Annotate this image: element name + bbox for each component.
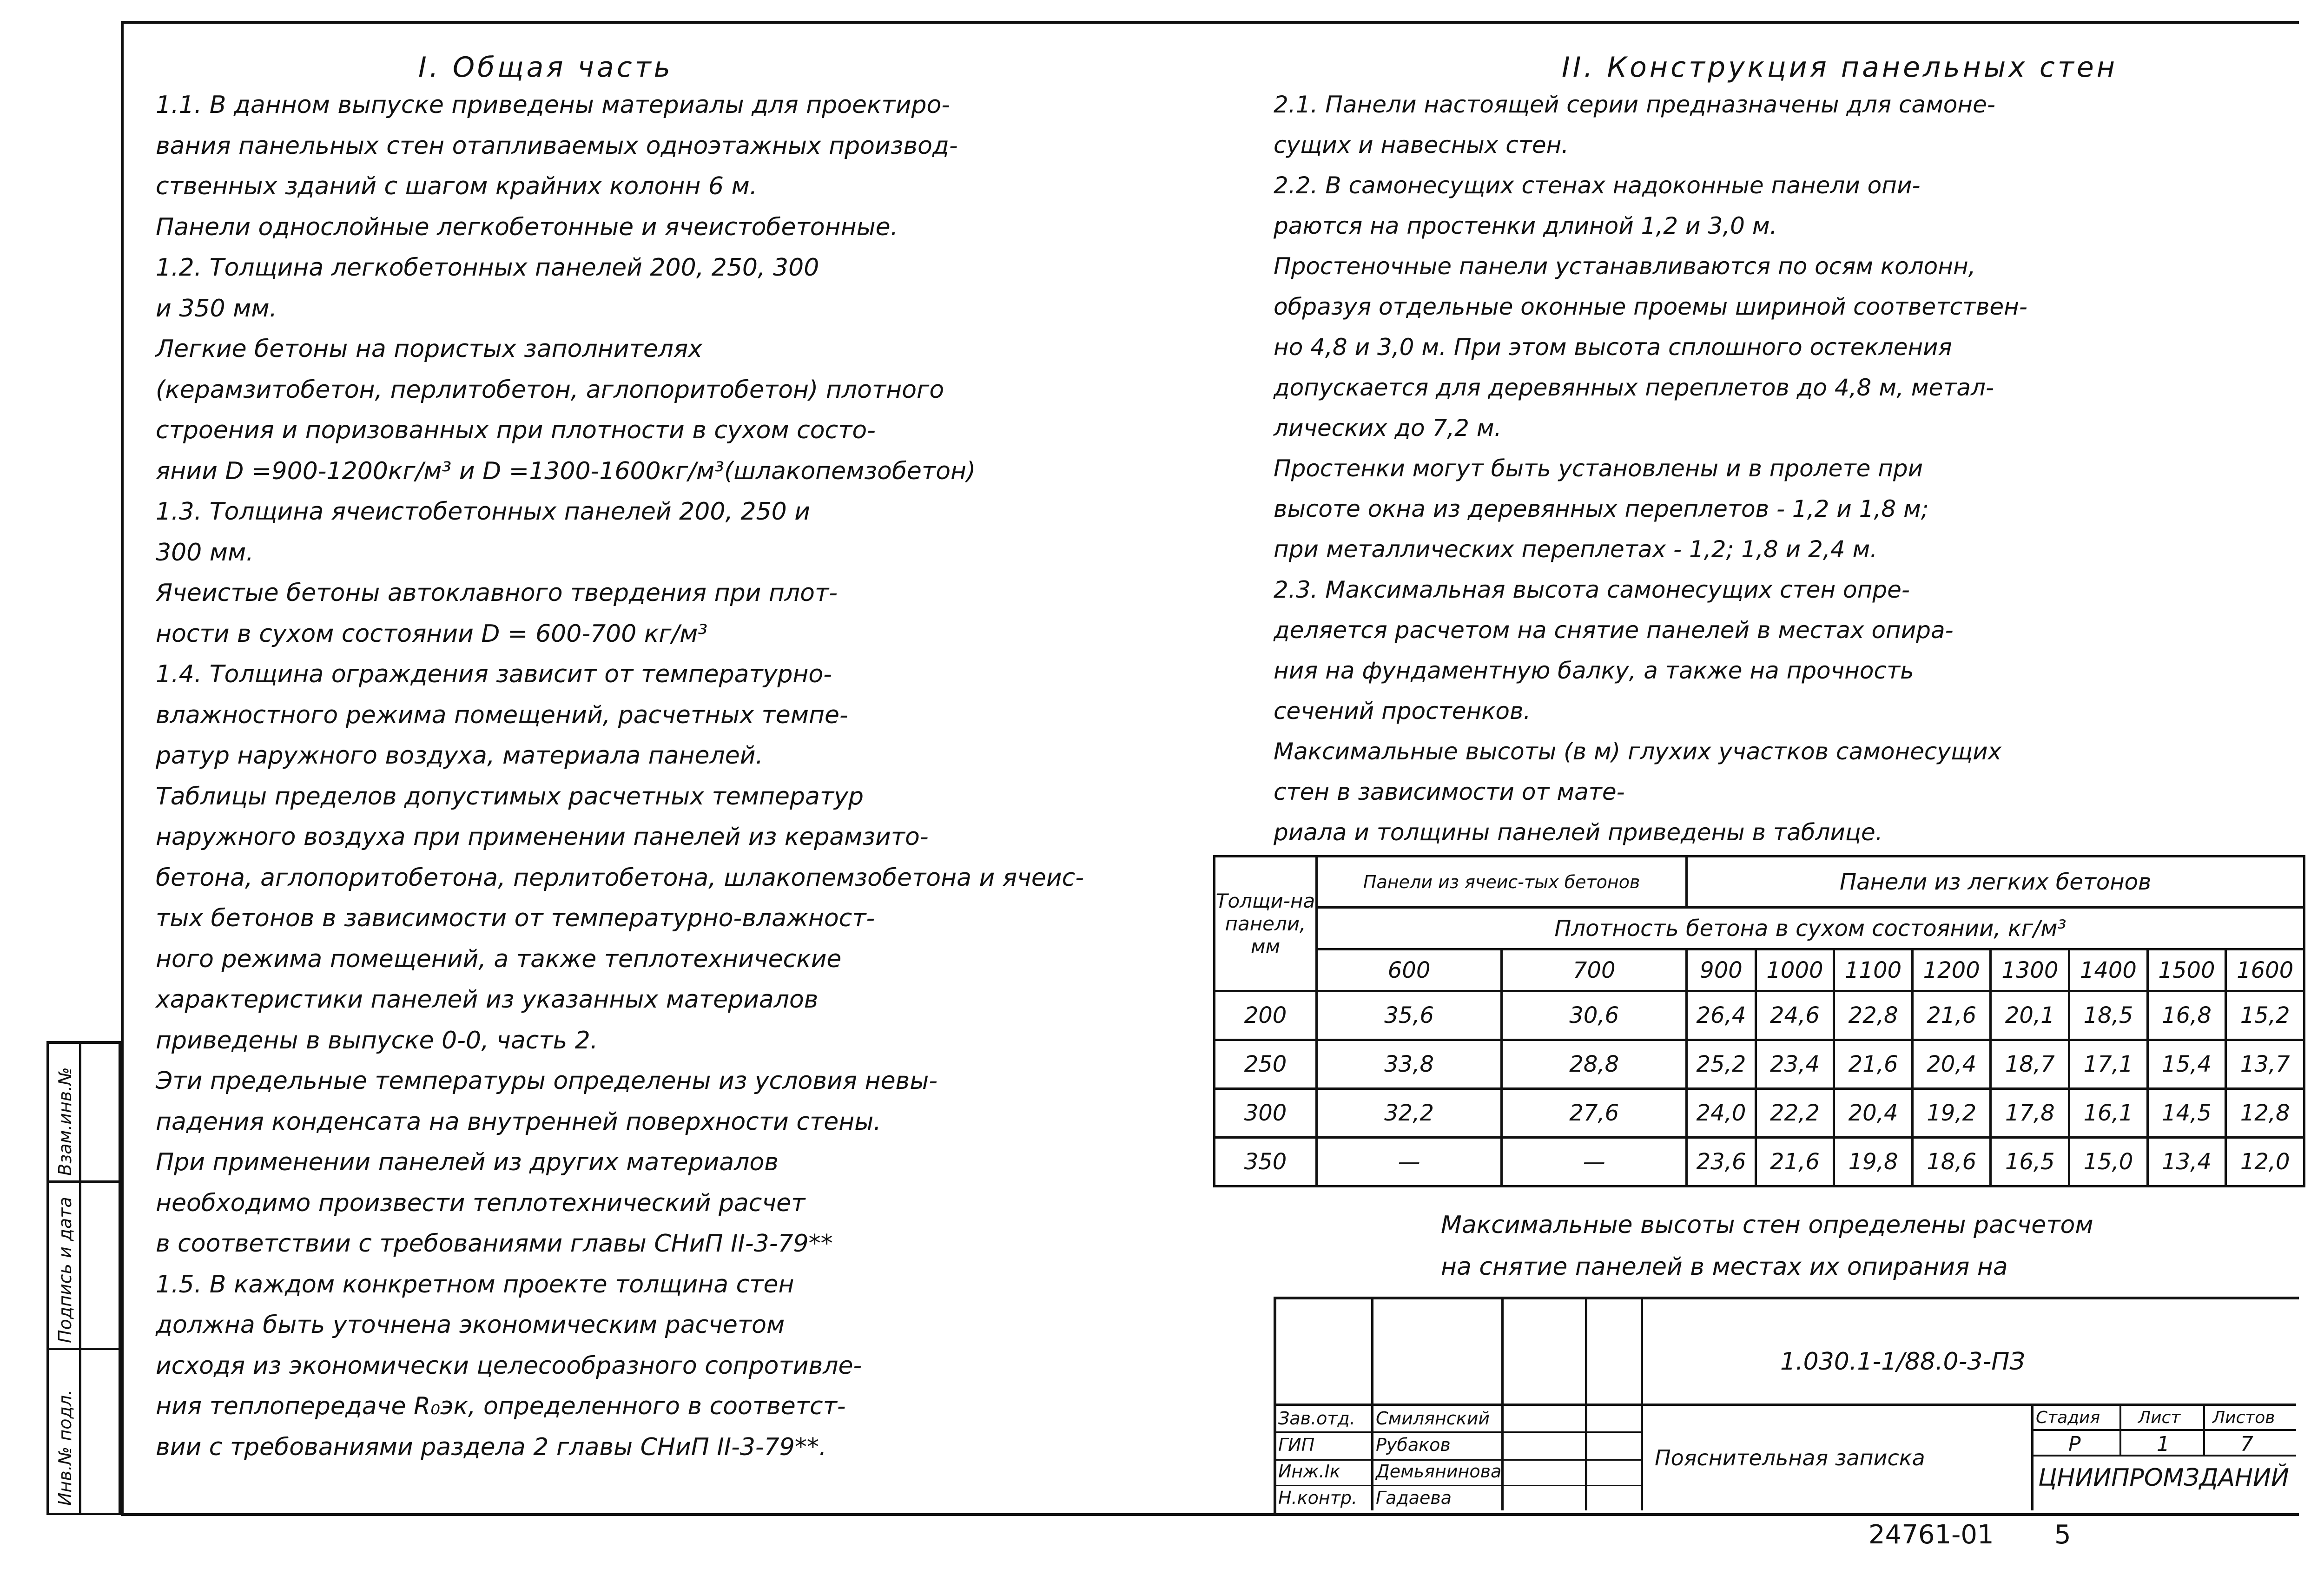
text-line: ного режима помещений, а также теплотехнические — [156, 945, 842, 973]
text-line: ственных зданий с шагом крайних колонн 6 м. — [156, 172, 758, 200]
height-cell: 35,6 — [1317, 991, 1502, 1040]
text-line: приведены в выпуске 0-0, часть 2. — [156, 1026, 598, 1054]
text-line: 300 мм. — [156, 538, 254, 567]
height-cell: 18,5 — [2069, 991, 2148, 1040]
text-line: падения конденсата на внутренней поверхности стены. — [156, 1107, 881, 1136]
density-cell: 1200 — [1912, 949, 1991, 991]
density-cell: 600 — [1317, 949, 1502, 991]
text-line: ратур наружного воздуха, материала панелей. — [156, 742, 764, 770]
text-line: Таблицы пределов допустимых расчетных температур — [156, 782, 864, 811]
text-line: 1.4. Толщина ограждения зависит от температурно- — [156, 660, 832, 688]
height-cell: 32,2 — [1317, 1089, 1502, 1138]
height-cell: 20,1 — [1991, 991, 2069, 1040]
height-cell: 19,2 — [1912, 1089, 1991, 1138]
text-line: Максимальные высоты (в м) глухих участков самонесущих — [1274, 738, 2002, 765]
height-cell: 22,2 — [1756, 1089, 1834, 1138]
text-line: вии с требованиями раздела 2 главы СНиП II-3-79**. — [156, 1433, 827, 1461]
height-cell: 24,6 — [1756, 991, 1834, 1040]
side-label-replace: Взам.инв.№ — [55, 1067, 75, 1176]
stamp-role: Инж.Iк — [1278, 1461, 1340, 1482]
sheet-header: Лист — [2138, 1408, 2181, 1427]
sheet-value: 1 — [2157, 1432, 2170, 1456]
text-line: Простеночные панели устанавливаются по осям колонн, — [1274, 253, 1976, 280]
height-cell: 23,6 — [1687, 1138, 1756, 1186]
height-cell: 13,7 — [2226, 1040, 2304, 1089]
density-cell: 1300 — [1991, 949, 2069, 991]
height-cell: 20,4 — [1912, 1040, 1991, 1089]
thickness-cell: 200 — [1215, 991, 1317, 1040]
density-cell: 1400 — [2069, 949, 2148, 991]
side-label-sign: Подпись и дата — [55, 1197, 75, 1343]
text-line: Легкие бетоны на пористых заполнителях — [156, 335, 703, 363]
text-line: вания панельных стен отапливаемых одноэтажных производ- — [156, 132, 958, 160]
height-cell: 17,1 — [2069, 1040, 2148, 1089]
text-line: на снятие панелей в местах их опирания на — [1441, 1253, 2008, 1281]
thickness-cell: 350 — [1215, 1138, 1317, 1186]
text-line: риала и толщины панелей приведены в таблице. — [1274, 819, 1883, 846]
text-line: 2.1. Панели настоящей серии предназначены для самоне- — [1274, 91, 1995, 118]
height-cell: 33,8 — [1317, 1040, 1502, 1089]
height-cell: 18,7 — [1991, 1040, 2069, 1089]
density-cell: 700 — [1502, 949, 1687, 991]
stamp-name: Рубаков — [1376, 1435, 1451, 1455]
height-cell: 21,6 — [1834, 1040, 1913, 1089]
text-line: необходимо произвести теплотехнический расчет — [156, 1189, 805, 1217]
sheets-value: 7 — [2240, 1432, 2253, 1456]
text-line: исходя из экономически целесообразного сопротивле- — [156, 1351, 862, 1380]
height-cell: 12,8 — [2226, 1089, 2304, 1138]
density-cell: 1500 — [2147, 949, 2226, 991]
height-cell: 16,1 — [2069, 1089, 2148, 1138]
density-cell: 1600 — [2226, 949, 2304, 991]
height-cell: 21,6 — [1912, 991, 1991, 1040]
text-line: ния на фундаментную балку, а также на прочность — [1274, 657, 1914, 684]
drawing-title: Пояснительная записка — [1655, 1445, 1925, 1470]
text-line: (керамзитобетон, перлитобетон, аглопоритобетон) плотного — [156, 376, 944, 404]
text-line: 2.2. В самонесущих стенах надоконные панели опи- — [1274, 172, 1921, 199]
height-cell: 23,4 — [1756, 1040, 1834, 1089]
text-line: Панели однослойные легкобетонные и ячеистобетонные. — [156, 213, 898, 241]
text-line: сечений простенков. — [1274, 698, 1531, 725]
text-line: влажностного режима помещений, расчетных темпе- — [156, 701, 848, 729]
density-cell: 900 — [1687, 949, 1756, 991]
side-label-inv: Инв.№ подл. — [55, 1389, 75, 1506]
height-cell: 24,0 — [1687, 1089, 1756, 1138]
height-cell: 30,6 — [1502, 991, 1687, 1040]
height-cell: 22,8 — [1834, 991, 1913, 1040]
text-line: Ячеистые бетоны автоклавного твердения при плот- — [156, 579, 838, 607]
text-line: бетона, аглопоритобетона, перлитобетона, шлакопемзобетона и ячеис- — [156, 863, 1084, 892]
text-line: 1.5. В каждом конкретном проекте толщина стен — [156, 1270, 794, 1298]
height-cell: 27,6 — [1502, 1089, 1687, 1138]
sheets-header: Листов — [2212, 1408, 2275, 1427]
table-row — [1215, 1138, 2304, 1186]
table-header-density: Плотность бетона в сухом состоянии, кг/м³ — [1317, 908, 2304, 949]
height-cell: 19,8 — [1834, 1138, 1913, 1186]
text-line: образуя отдельные оконные проемы шириной соответствен- — [1274, 293, 2027, 320]
text-line: и 350 мм. — [156, 294, 277, 323]
page-number: 5 — [2054, 1520, 2071, 1550]
text-line: но 4,8 и 3,0 м. При этом высота сплошного остекления — [1274, 334, 1952, 361]
height-cell: 26,4 — [1687, 991, 1756, 1040]
height-cell: 12,0 — [2226, 1138, 2304, 1186]
stamp-name: Гадаева — [1376, 1488, 1452, 1508]
height-cell: 17,8 — [1991, 1089, 2069, 1138]
text-line: При применении панелей из других материалов — [156, 1148, 779, 1176]
stamp-role: Зав.отд. — [1278, 1408, 1355, 1429]
density-cell: 1100 — [1834, 949, 1913, 991]
stamp-role: ГИП — [1278, 1435, 1315, 1455]
text-line: высоте окна из деревянных переплетов - 1,2 и 1,8 м; — [1274, 495, 1929, 522]
text-line: наружного воздуха при применении панелей из керамзито- — [156, 823, 929, 851]
table-row — [1215, 991, 2304, 1040]
table-row — [1215, 1040, 2304, 1089]
thickness-cell: 300 — [1215, 1089, 1317, 1138]
height-cell: 15,4 — [2147, 1040, 2226, 1089]
height-cell: 28,8 — [1502, 1040, 1687, 1089]
text-line: Максимальные высоты стен определены расчетом — [1441, 1211, 2093, 1239]
text-line: 1.3. Толщина ячеистобетонных панелей 200, 250 и — [156, 498, 811, 526]
height-cell: — — [1317, 1138, 1502, 1186]
text-line: деляется расчетом на снятие панелей в местах опира- — [1274, 617, 1954, 644]
height-cell: 16,5 — [1991, 1138, 2069, 1186]
height-cell: 21,6 — [1756, 1138, 1834, 1186]
stamp-role: Н.контр. — [1278, 1488, 1358, 1508]
table-header-thickness: Толщи-на панели, мм — [1215, 857, 1317, 991]
text-line: янии D =900-1200кг/м³ и D =1300-1600кг/м³(шлакопемзобетон) — [156, 457, 976, 485]
text-line: Эти предельные температуры определены из условия невы- — [156, 1067, 938, 1095]
text-line: должна быть уточнена экономическим расчетом — [156, 1311, 785, 1339]
table-header-light: Панели из легких бетонов — [1687, 857, 2304, 908]
height-cell: 16,8 — [2147, 991, 2226, 1040]
height-cell: 18,6 — [1912, 1138, 1991, 1186]
inventory-number: 24761-01 — [1868, 1520, 1994, 1550]
density-cell: 1000 — [1756, 949, 1834, 991]
section-1-title: I. Общая часть — [418, 51, 673, 84]
height-cell: 20,4 — [1834, 1089, 1913, 1138]
organization: ЦНИИПРОМЗДАНИЙ — [2038, 1464, 2289, 1492]
table-header-cellular: Панели из ячеис-тых бетонов — [1317, 857, 1687, 908]
stamp-name: Демьянинова — [1376, 1461, 1502, 1482]
height-cell: 14,5 — [2147, 1089, 2226, 1138]
section-2-title: II. Конструкция панельных стен — [1562, 51, 2118, 84]
text-line: сущих и навесных стен. — [1274, 132, 1569, 158]
drawing-code: 1.030.1-1/88.0-3-ПЗ — [1780, 1348, 2025, 1376]
height-cell: 13,4 — [2147, 1138, 2226, 1186]
stage-value: Р — [2068, 1432, 2081, 1456]
stage-header: Стадия — [2036, 1408, 2100, 1427]
text-line: характеристики панелей из указанных материалов — [156, 986, 819, 1014]
table-row — [1215, 1089, 2304, 1138]
text-line: 1.1. В данном выпуске приведены материалы для проектиро- — [156, 91, 951, 119]
text-line: в соответствии с требованиями главы СНиП II-3-79** — [156, 1230, 833, 1258]
text-line: ния теплопередаче R₀эк, определенного в соответст- — [156, 1392, 846, 1420]
text-line: Простенки могут быть установлены и в пролете при — [1274, 455, 1923, 482]
text-line: 2.3. Максимальная высота самонесущих стен опре- — [1274, 576, 1910, 603]
max-heights-table — [1213, 855, 2305, 1187]
height-cell: 25,2 — [1687, 1040, 1756, 1089]
thickness-cell: 250 — [1215, 1040, 1317, 1089]
text-line: тых бетонов в зависимости от температурно-влажност- — [156, 904, 875, 932]
text-line: стен в зависимости от мате- — [1274, 778, 1625, 805]
height-cell: — — [1502, 1138, 1687, 1186]
height-cell: 15,0 — [2069, 1138, 2148, 1186]
stamp-name: Смилянский — [1376, 1408, 1490, 1429]
text-line: допускается для деревянных переплетов до 4,8 м, метал- — [1274, 374, 1994, 401]
text-line: лических до 7,2 м. — [1274, 415, 1502, 442]
text-line: ности в сухом состоянии D = 600-700 кг/м³ — [156, 619, 708, 648]
text-line: при металлических переплетах - 1,2; 1,8 и 2,4 м. — [1274, 536, 1878, 563]
height-cell: 15,2 — [2226, 991, 2304, 1040]
text-line: раются на простенки длиной 1,2 и 3,0 м. — [1274, 212, 1777, 239]
text-line: строения и поризованных при плотности в сухом состо- — [156, 416, 876, 444]
text-line: 1.2. Толщина легкобетонных панелей 200, 250, 300 — [156, 254, 819, 282]
